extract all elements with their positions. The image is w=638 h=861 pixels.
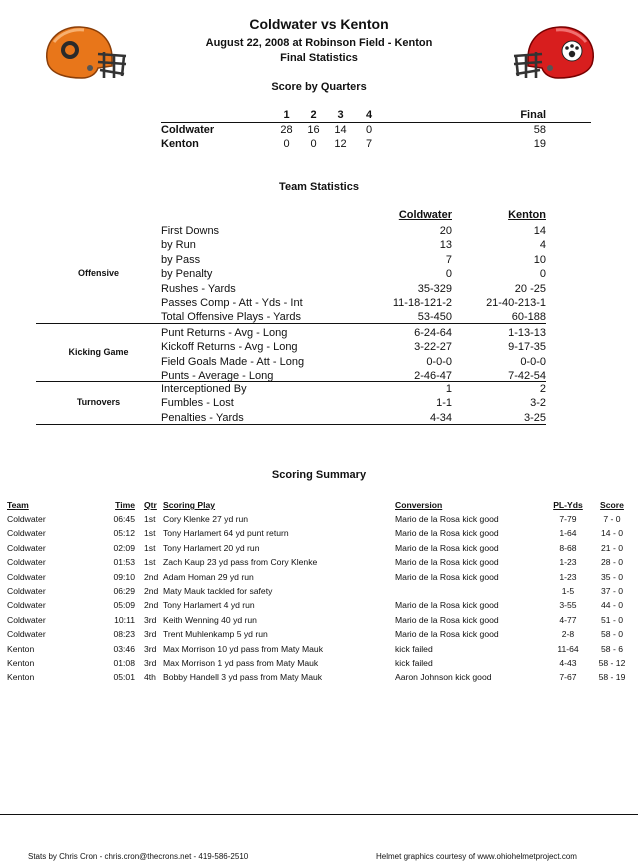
stat-label: First Downs	[161, 225, 220, 237]
scoring-row	[7, 642, 627, 656]
col-header-conversion: Conversion	[395, 500, 443, 510]
scoring-row	[7, 584, 627, 598]
stat-value-coldwater: 0-0-0	[426, 355, 452, 368]
q4-header: 4	[354, 108, 384, 123]
stat-label: Field Goals Made - Att - Long	[161, 355, 305, 368]
stat-value-coldwater: 3-22-27	[414, 341, 452, 354]
stat-label: Interceptioned By	[161, 383, 247, 395]
summary-play: Maty Mauk tackled for safety	[163, 586, 273, 596]
stat-value-kenton: 60-188	[511, 311, 546, 324]
summary-play: Trent Muhlenkamp 5 yd run	[163, 629, 268, 640]
summary-conversion: Mario de la Rosa kick good	[395, 629, 499, 640]
summary-team: Coldwater	[7, 571, 46, 582]
summary-time: 06:29	[113, 586, 135, 596]
summary-score: 35 - 0	[601, 571, 623, 582]
summary-play: Max Morrison 10 yd pass from Maty Mauk	[163, 643, 323, 654]
summary-plays-yards: 3-55	[559, 600, 577, 611]
summary-plays-yards: 8-68	[559, 542, 577, 553]
col-header-score: Score	[600, 500, 624, 510]
col-header-play: Scoring Play	[163, 500, 216, 510]
col-header-qtr: Qtr	[144, 500, 157, 510]
team-stat-row	[161, 238, 546, 253]
summary-time: 08:23	[113, 629, 135, 640]
summary-plays-yards: 11-64	[557, 643, 579, 654]
summary-conversion: kick failed	[395, 658, 433, 668]
team-name: Kenton	[161, 138, 199, 150]
summary-quarter: 3rd	[144, 629, 157, 640]
team-stats-heading: Team Statistics	[279, 181, 359, 193]
summary-time: 10:11	[114, 614, 135, 625]
summary-time: 05:01	[113, 672, 135, 683]
summary-time: 02:09	[113, 542, 135, 553]
stats-col-coldwater: Coldwater	[398, 209, 452, 221]
summary-play: Keith Wenning 40 yd run	[163, 614, 257, 625]
summary-conversion: Mario de la Rosa kick good	[395, 600, 499, 611]
team-stat-row	[161, 296, 546, 311]
team-stat-row	[161, 282, 546, 297]
team-stat-row	[161, 396, 546, 411]
summary-team: Coldwater	[7, 557, 46, 568]
col-header-time: Time	[115, 500, 135, 510]
stat-value-coldwater: 13	[439, 239, 452, 252]
kenton-helmet-icon	[510, 24, 576, 84]
stat-value-kenton: 21-40-213-1	[486, 297, 546, 309]
summary-quarter: 3rd	[144, 643, 157, 654]
stat-value-kenton: 10	[533, 253, 546, 266]
scoring-heading: Scoring Summary	[271, 469, 367, 481]
stat-label: Rushes - Yards	[161, 282, 236, 295]
final-score: 58	[533, 124, 546, 136]
team-stat-row	[161, 267, 546, 282]
summary-quarter: 4th	[144, 672, 156, 683]
stat-label: by Run	[161, 239, 196, 252]
team-stats-header	[161, 208, 546, 223]
summary-play: Tony Harlamert 20 yd run	[163, 542, 260, 553]
summary-plays-yards: 7-79	[559, 514, 577, 524]
summary-play: Cory Klenke 27 yd run	[163, 514, 249, 524]
summary-quarter: 2nd	[144, 586, 159, 596]
summary-score: 58 - 0	[601, 629, 623, 640]
stat-value-coldwater: 1	[445, 383, 452, 395]
summary-team: Kenton	[7, 672, 35, 683]
scoring-row	[7, 555, 627, 569]
summary-team: Coldwater	[7, 614, 46, 625]
quarters-row	[161, 137, 591, 151]
summary-conversion: Mario de la Rosa kick good	[395, 614, 499, 625]
helmet-credit: Helmet graphics courtesy of www.ohiohelmetproject.com	[376, 852, 577, 861]
summary-team: Coldwater	[7, 600, 46, 611]
stat-value-kenton: 0-0-0	[520, 355, 546, 368]
team-stat-row	[161, 310, 546, 325]
quarters-table	[161, 108, 591, 151]
quarter-score: 16	[307, 124, 320, 136]
summary-plays-yards: 4-43	[559, 658, 577, 668]
summary-score: 51 - 0	[601, 614, 623, 625]
stat-label: Kickoff Returns - Avg - Long	[161, 341, 298, 354]
summary-time: 03:46	[113, 643, 135, 654]
summary-team: Kenton	[7, 643, 35, 654]
summary-score: 44 - 0	[601, 600, 623, 611]
stat-value-kenton: 1-13-13	[508, 327, 546, 339]
summary-play: Bobby Handell 3 yd pass from Maty Mauk	[163, 672, 323, 683]
summary-conversion: Mario de la Rosa kick good	[395, 528, 499, 539]
summary-quarter: 1st	[144, 528, 156, 539]
scoring-row	[7, 570, 627, 584]
coldwater-helmet-icon	[40, 24, 106, 84]
summary-quarter: 3rd	[144, 658, 157, 668]
summary-quarter: 2nd	[144, 571, 159, 582]
stat-value-coldwater: 53-450	[417, 311, 452, 324]
quarters-row	[161, 123, 591, 138]
stat-value-coldwater: 0	[445, 268, 452, 281]
quarters-heading: Score by Quarters	[271, 81, 367, 93]
quarter-score: 7	[365, 138, 373, 150]
page-subtitle: Final Statistics	[280, 52, 358, 64]
stat-label: Passes Comp - Att - Yds - Int	[161, 297, 303, 309]
summary-quarter: 2nd	[144, 600, 159, 611]
summary-plays-yards: 1-23	[559, 557, 577, 568]
team-stat-row	[161, 411, 546, 426]
quarter-score: 12	[334, 138, 347, 150]
stat-value-kenton: 20 -25	[514, 282, 546, 295]
stat-value-kenton: 7-42-54	[508, 370, 546, 383]
group-label-turnovers: Turnovers	[76, 397, 121, 407]
summary-score: 7 - 0	[603, 514, 621, 524]
stat-value-coldwater: 1-1	[436, 397, 452, 410]
summary-plays-yards: 1-64	[559, 528, 577, 539]
team-stat-row	[161, 253, 546, 268]
scoring-header-row	[7, 498, 627, 512]
stat-value-coldwater: 35-329	[417, 282, 452, 295]
q1-header: 1	[273, 108, 300, 123]
footer-divider	[0, 814, 638, 815]
summary-plays-yards: 7-67	[559, 672, 577, 683]
stat-label: Punt Returns - Avg - Long	[161, 327, 288, 339]
summary-quarter: 1st	[144, 542, 156, 553]
summary-plays-yards: 1-23	[559, 571, 577, 582]
scoring-row	[7, 613, 627, 627]
stat-value-kenton: 4	[539, 239, 546, 252]
page-title: Coldwater vs Kenton	[249, 16, 389, 32]
quarter-score: 0	[365, 124, 373, 136]
stat-label: Punts - Average - Long	[161, 370, 274, 383]
summary-score: 14 - 0	[601, 528, 623, 539]
scoring-row	[7, 526, 627, 540]
stat-label: Total Offensive Plays - Yards	[161, 311, 302, 324]
summary-time: 01:08	[113, 658, 135, 668]
final-score: 19	[533, 138, 546, 150]
quarter-score: 28	[280, 124, 293, 136]
summary-time: 09:10	[113, 571, 135, 582]
quarters-header-row	[161, 108, 591, 123]
stat-value-coldwater: 11-18-121-2	[392, 297, 452, 309]
scoring-row	[7, 656, 627, 670]
scoring-row	[7, 512, 627, 526]
summary-conversion: Aaron Johnson kick good	[395, 672, 492, 683]
stat-label: by Pass	[161, 253, 201, 266]
summary-score: 21 - 0	[601, 542, 623, 553]
stat-value-coldwater: 7	[445, 253, 452, 266]
summary-conversion: Mario de la Rosa kick good	[395, 557, 499, 568]
summary-time: 06:45	[113, 514, 135, 524]
stat-value-coldwater: 4-34	[429, 411, 452, 424]
stats-credit: Stats by Chris Cron - chris.cron@thecrons.net - 419-586-2510	[28, 852, 249, 861]
group-label-offensive: Offensive	[77, 268, 119, 278]
summary-plays-yards: 1-5	[561, 586, 575, 596]
team-name: Coldwater	[161, 124, 215, 136]
scoring-row	[7, 627, 627, 641]
stat-value-coldwater: 2-46-47	[414, 370, 452, 383]
final-header: Final	[384, 108, 591, 123]
q3-header: 3	[327, 108, 354, 123]
team-stat-row	[161, 326, 546, 341]
quarter-score: 0	[310, 138, 317, 150]
summary-conversion: Mario de la Rosa kick good	[395, 542, 499, 553]
game-date-location: August 22, 2008 at Robinson Field - Kenton	[205, 37, 433, 49]
quarter-score: 14	[334, 124, 347, 136]
scoring-row	[7, 541, 627, 555]
summary-time: 05:09	[113, 600, 135, 611]
stat-label: Penalties - Yards	[161, 411, 244, 424]
summary-time: 05:12	[113, 528, 135, 539]
summary-team: Coldwater	[7, 542, 46, 553]
summary-play: Max Morrison 1 yd pass from Maty Mauk	[163, 658, 319, 668]
stat-value-coldwater: 6-24-64	[414, 327, 452, 339]
col-header-team: Team	[7, 500, 29, 510]
summary-quarter: 1st	[144, 514, 156, 524]
scoring-row	[7, 670, 627, 684]
summary-play: Tony Harlamert 4 yd run	[163, 600, 255, 611]
summary-conversion: Mario de la Rosa kick good	[395, 571, 499, 582]
stat-value-kenton: 0	[539, 268, 546, 281]
scoring-row	[7, 598, 627, 612]
summary-score: 28 - 0	[601, 557, 623, 568]
summary-score: 58 - 19	[598, 672, 626, 683]
stat-value-kenton: 2	[539, 383, 546, 395]
stat-value-kenton: 9-17-35	[508, 341, 546, 354]
summary-team: Coldwater	[7, 586, 46, 596]
quarter-score: 0	[283, 138, 290, 150]
stat-label: by Penalty	[161, 268, 213, 281]
summary-quarter: 3rd	[144, 614, 157, 625]
stat-label: Fumbles - Lost	[161, 397, 234, 410]
summary-conversion: kick failed	[395, 643, 433, 654]
team-stat-row	[161, 224, 546, 239]
col-header-plyds: PL-Yds	[553, 500, 583, 510]
summary-team: Kenton	[7, 658, 35, 668]
summary-play: Adam Homan 29 yd run	[163, 571, 254, 582]
summary-play: Tony Harlamert 64 yd punt return	[163, 528, 289, 539]
summary-time: 01:53	[113, 557, 135, 568]
team-stat-row	[161, 382, 546, 397]
summary-score: 37 - 0	[601, 586, 623, 596]
summary-score: 58 - 12	[598, 658, 626, 668]
summary-play: Zach Kaup 23 yd pass from Cory Klenke	[163, 557, 318, 568]
q2-header: 2	[300, 108, 327, 123]
group-label-kicking: Kicking Game	[68, 347, 129, 357]
stats-col-kenton: Kenton	[508, 209, 546, 221]
summary-score: 58 - 6	[601, 643, 623, 654]
stat-value-kenton: 3-25	[523, 411, 546, 424]
summary-quarter: 1st	[144, 557, 156, 568]
summary-plays-yards: 2-8	[561, 629, 575, 640]
team-stat-row	[161, 355, 546, 370]
summary-plays-yards: 4-77	[559, 614, 577, 625]
summary-team: Coldwater	[7, 514, 46, 524]
summary-team: Coldwater	[7, 629, 46, 640]
summary-team: Coldwater	[7, 528, 46, 539]
stat-value-kenton: 3-2	[530, 397, 546, 410]
team-stat-row	[161, 340, 546, 355]
stat-value-coldwater: 20	[439, 225, 452, 237]
summary-conversion: Mario de la Rosa kick good	[395, 514, 499, 524]
stat-value-kenton: 14	[533, 225, 546, 237]
